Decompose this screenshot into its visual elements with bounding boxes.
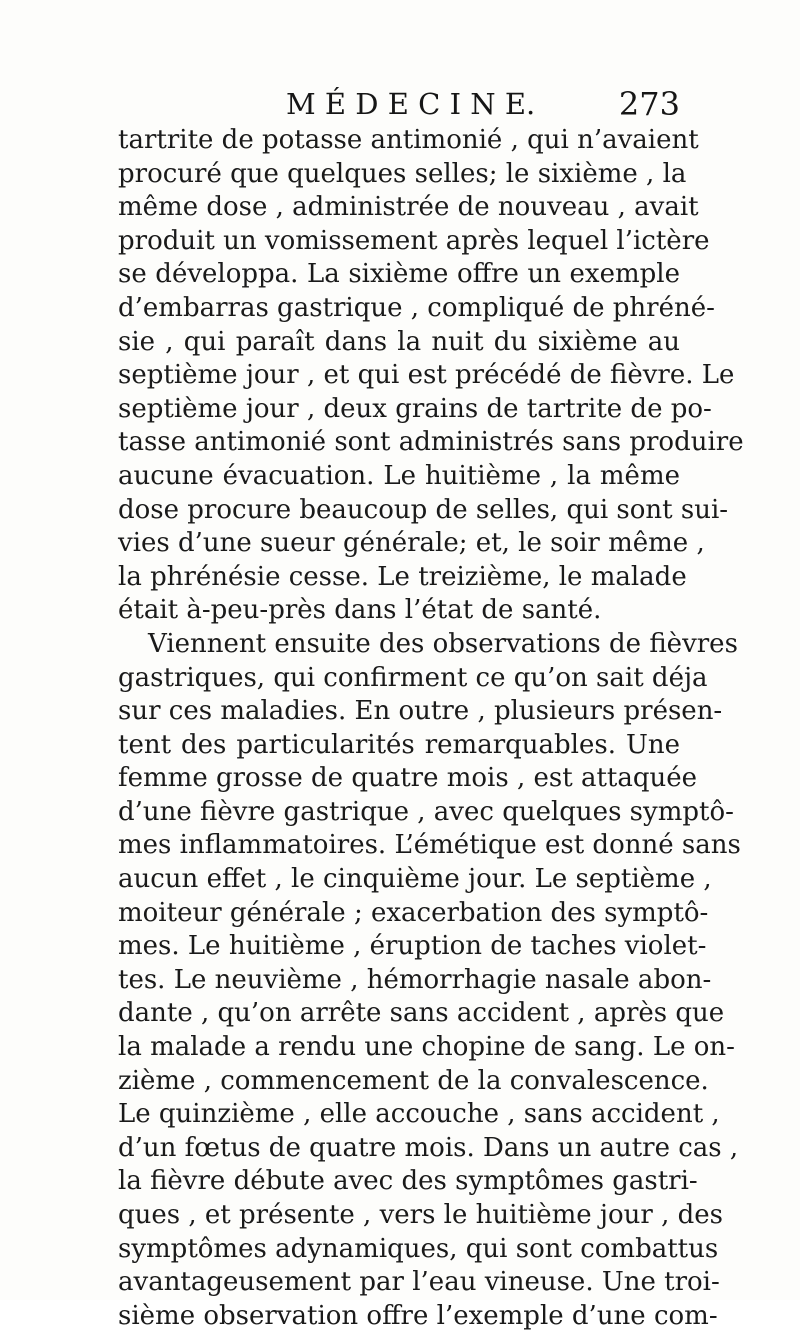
text-line: d’un fœtus de quatre mois. Dans un autre cas , [118,1132,739,1163]
text-line: aucune évacuation. Le huitième , la même [118,460,680,491]
text-line: sur ces maladies. En outre , plusieurs présen- [118,696,723,727]
text-line: Le quinzième , elle accouche , sans accident , [118,1099,720,1130]
running-head [118,84,680,124]
body-text [118,124,744,1333]
text-line: mes inflammatoires. L’émétique est donné sans [118,830,741,861]
text-line: la phrénésie cesse. Le treizième, le malade [118,561,687,592]
text-line: ques , et présente , vers le huitième jour , des [118,1200,723,1230]
text-line: zième , commencement de la convalescence. [118,1065,709,1096]
text-line: moiteur générale ; exacerbation des symptô- [118,897,709,928]
text-line: produit un vomissement après lequel l’ictère [118,225,710,256]
text-line: dose procure beaucoup de selles, qui sont sui- [118,494,729,525]
text-line: procuré que quelques selles; le sixième , la [118,158,687,189]
text-line: mes. Le huitième , éruption de taches violet- [118,931,707,962]
text-line: la fièvre débute avec des symptômes gastri- [118,1166,698,1197]
text-line: Viennent ensuite des observations de fièvres [148,628,738,659]
page-number: 273 [618,85,680,123]
text-line: se développa. La sixième offre un exemple [118,259,680,290]
text-line: était à-peu-près dans l’état de santé. [118,595,602,626]
text-line: septième jour , deux grains de tartrite de po- [118,393,712,424]
text-line: tent des particularités remarquables. Une [118,729,680,760]
text-line: tasse antimonié sont administrés sans produire [118,427,744,458]
text-line: avantageusement par l’eau vineuse. Une troi- [118,1267,720,1298]
text-line: tes. Le neuvième , hémorrhagie nasale abon- [118,964,712,995]
text-line: d’embarras gastrique , compliqué de phréné- [118,292,715,323]
text-line: symptômes adynamiques, qui sont combattus [118,1233,719,1264]
text-line: d’une fièvre gastrique , avec quelques symptô- [118,796,734,827]
text-line: la malade a rendu une chopine de sang. Le on- [118,1032,735,1063]
text-line: aucun effet , le cinquième jour. Le septième , [118,864,712,895]
text-line: sie , qui paraît dans la nuit du sixième au [118,326,680,357]
text-line: vies d’une sueur générale; et, le soir même , [118,528,705,559]
text-line: gastriques, qui confirment ce qu’on sait déja [118,662,708,693]
text-line: tartrite de potasse antimonié , qui n’avaient [118,125,699,155]
text-line: dante , qu’on arrête sans accident , après que [118,998,725,1029]
text-line: sième observation offre l’exemple d’une com- [118,1300,718,1331]
text-line: même dose , administrée de nouveau , avait [118,192,699,223]
text-line: septième jour , et qui est précédé de fièvre. Le [118,360,735,391]
running-title: M É D E C I N E. [286,87,536,121]
text-line: femme grosse de quatre mois , est attaquée [118,763,698,794]
